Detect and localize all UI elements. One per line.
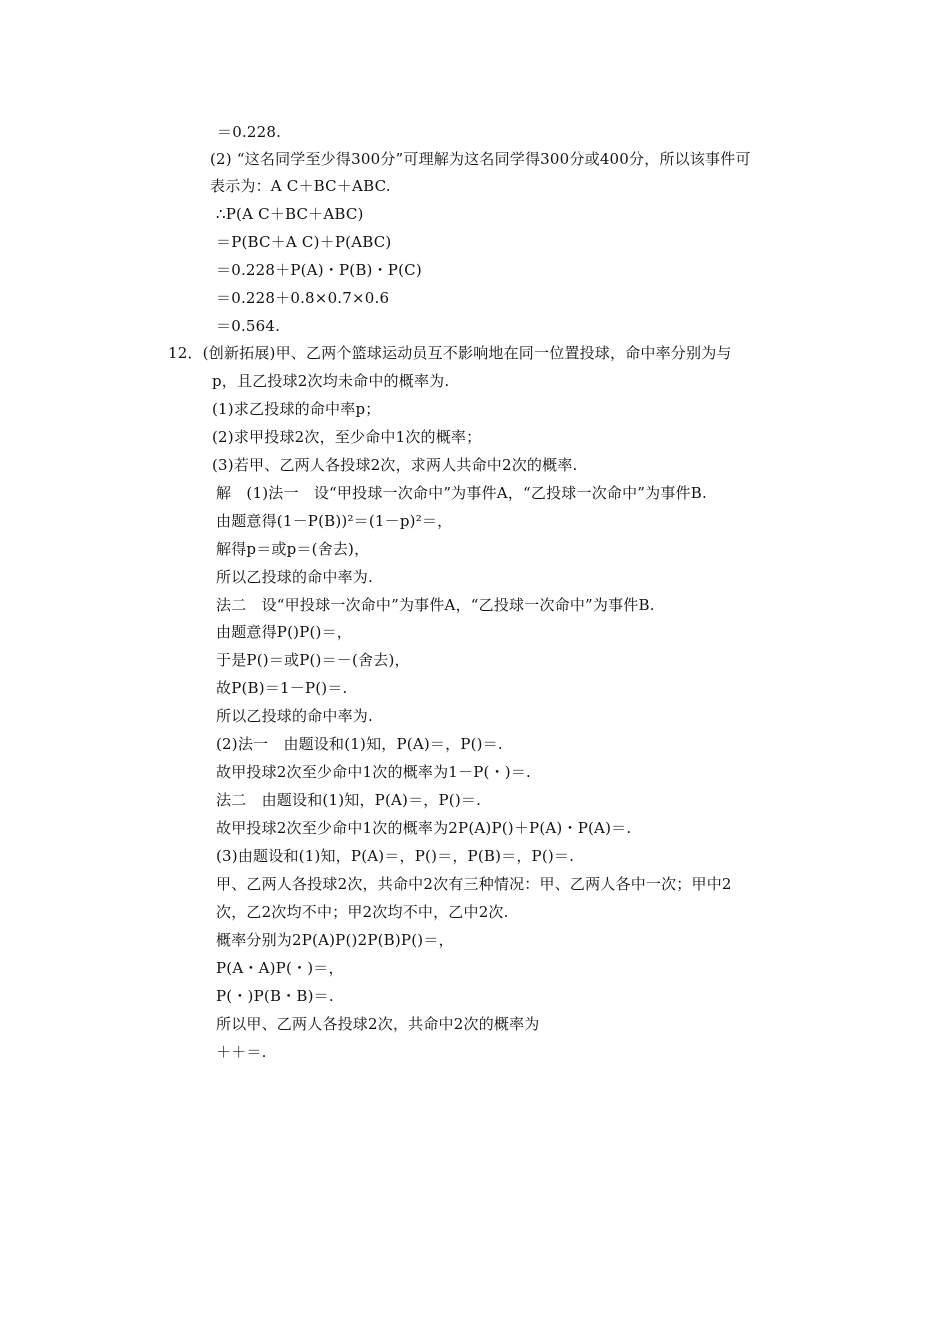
- text-line: ＝0.228＋0.8×0.7×0.6: [216, 289, 390, 307]
- text-line: ＋＋＝.: [216, 1043, 267, 1061]
- problem-heading: 12．(创新拓展)甲、乙两个篮球运动员互不影响地在同一位置投球，命中率分别为与: [168, 344, 732, 362]
- text-line: 所以乙投球的命中率为.: [216, 707, 373, 725]
- text-line: 所以甲、乙两人各投球2次，共命中2次的概率为: [216, 1015, 540, 1033]
- text-line: P(・)P(B・B)＝.: [216, 987, 334, 1005]
- text-line: 所以乙投球的命中率为.: [216, 568, 373, 586]
- solution-heading: 解 (1)法一 设“甲投球一次命中”为事件A，“乙投球一次命中”为事件B.: [216, 484, 707, 502]
- text-line: p，且乙投球2次均未命中的概率为.: [212, 372, 450, 390]
- text-line: 由题意得(1－P(B))²＝(1－p)²＝，: [216, 512, 453, 530]
- text-line: (1)求乙投球的命中率p；: [212, 400, 381, 418]
- text-line: P(A・A)P(・)＝，: [216, 959, 344, 977]
- text-line: 故甲投球2次至少命中1次的概率为2P(A)P()＋P(A)・P(A)＝.: [216, 819, 632, 837]
- text-line: ＝0.564.: [216, 317, 281, 335]
- text-line: (3)由题设和(1)知，P(A)＝，P()＝，P(B)＝，P()＝.: [216, 847, 575, 865]
- text-line: ＝P(BC＋A C)＋P(ABC): [216, 233, 392, 251]
- text-line: (2)法一 由题设和(1)知，P(A)＝，P()＝.: [216, 735, 503, 753]
- text-line: 故甲投球2次至少命中1次的概率为1－P(・)＝.: [216, 763, 531, 781]
- text-line: 表示为：A C＋BC＋ABC.: [210, 177, 391, 195]
- text-line: 于是P()＝或P()＝－(舍去)，: [216, 651, 410, 669]
- text-line: ∴P(A C＋BC＋ABC): [216, 205, 364, 223]
- text-line: 由题意得P()P()＝，: [216, 623, 352, 641]
- text-line: (2)求甲投球2次，至少命中1次的概率；: [212, 428, 482, 446]
- text-line: ＝0.228＋P(A)・P(B)・P(C): [216, 261, 422, 279]
- text-line: 法二 设“甲投球一次命中”为事件A，“乙投球一次命中”为事件B.: [216, 596, 655, 614]
- text-line: ＝0.228.: [217, 123, 282, 141]
- text-line: (2) “这名同学至少得300分”可理解为这名同学得300分或400分，所以该事件可: [210, 150, 751, 168]
- text-line: (3)若甲、乙两人各投球2次，求两人共命中2次的概率.: [212, 456, 578, 474]
- text-line: 故P(B)＝1－P()＝.: [216, 679, 348, 697]
- text-line: 次，乙2次均不中；甲2次均不中，乙中2次.: [216, 903, 509, 921]
- text-line: 概率分别为2P(A)P()2P(B)P()＝，: [216, 931, 454, 949]
- text-line: 法二 由题设和(1)知，P(A)＝，P()＝.: [216, 791, 482, 809]
- text-line: 甲、乙两人各投球2次，共命中2次有三种情况：甲、乙两人各中一次；甲中2: [216, 875, 732, 893]
- text-line: 解得p＝或p＝(舍去)，: [216, 540, 370, 558]
